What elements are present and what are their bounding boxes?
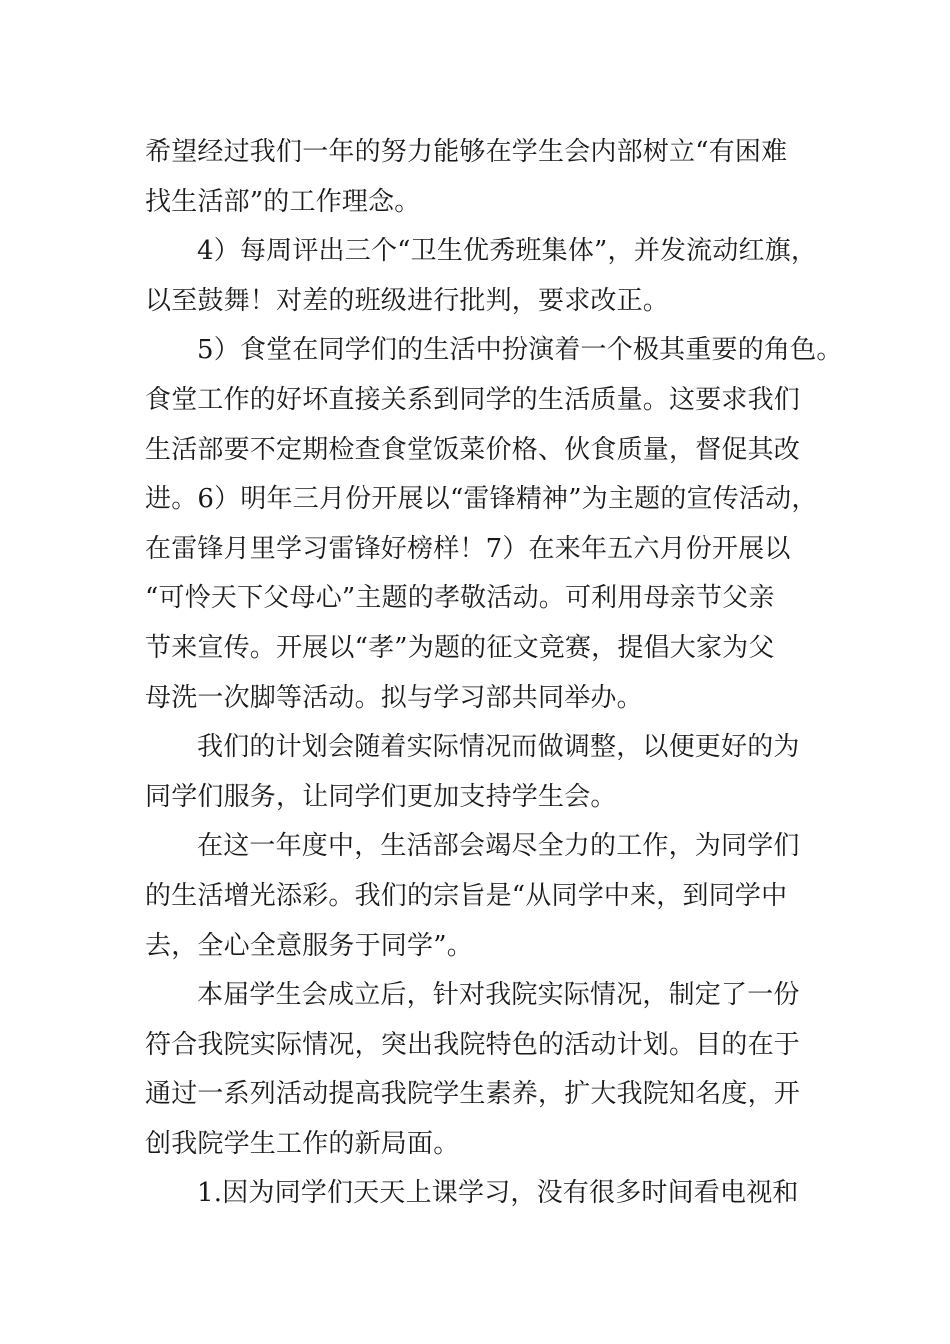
text-line: 同学们服务，让同学们更加支持学生会。	[145, 781, 617, 812]
text-line: 以至鼓舞！对差的班级进行批判，要求改正。	[145, 285, 670, 316]
text-line: “可怜天下父母心”主题的孝敬活动。可利用母亲节父亲	[145, 583, 775, 614]
text-line: 4）每周评出三个“卫生优秀班集体”，并发流动红旗，	[197, 236, 818, 267]
text-line: 的生活增光添彩。我们的宗旨是“从同学中来，到同学中	[145, 880, 788, 911]
text-line: 本届学生会成立后，针对我院实际情况，制定了一份	[197, 980, 800, 1011]
text-line: 我们的计划会随着实际情况而做调整，以便更好的为	[197, 732, 800, 763]
text-line: 通过一系列活动提高我院学生素养，扩大我院知名度，开	[145, 1079, 801, 1110]
text-line: 生活部要不定期检查食堂饭菜价格、伙食质量，督促其改	[145, 434, 801, 465]
text-line: 去，全心全意服务于同学”。	[145, 930, 473, 961]
text-line: 希望经过我们一年的努力能够在学生会内部树立“有困难	[145, 137, 788, 167]
text-line: 找生活部”的工作理念。	[145, 186, 421, 217]
text-line: 5）食堂在同学们的生活中扮演着一个极其重要的角色。	[197, 335, 843, 366]
text-line: 母洗一次脚等活动。拟与学习部共同举办。	[145, 682, 643, 713]
text-line: 创我院学生工作的新局面。	[145, 1128, 460, 1159]
text-line: 符合我院实际情况，突出我院特色的活动计划。目的在于	[145, 1029, 801, 1060]
text-line: 食堂工作的好坏直接关系到同学的生活质量。这要求我们	[145, 384, 801, 415]
text-line: 进。6）明年三月份开展以“雷锋精神”为主题的宣传活动，	[145, 484, 818, 515]
text-line: 在这一年度中，生活部会竭尽全力的工作，为同学们	[197, 831, 800, 862]
text-line: 1.因为同学们天天上课学习，没有很多时间看电视和	[197, 1178, 799, 1209]
text-line: 节来宣传。开展以“孝”为题的征文竞赛，提倡大家为父	[145, 632, 775, 663]
text-line: 在雷锋月里学习雷锋好榜样！7）在来年五六月份开展以	[145, 533, 791, 564]
document-page	[145, 128, 843, 1219]
